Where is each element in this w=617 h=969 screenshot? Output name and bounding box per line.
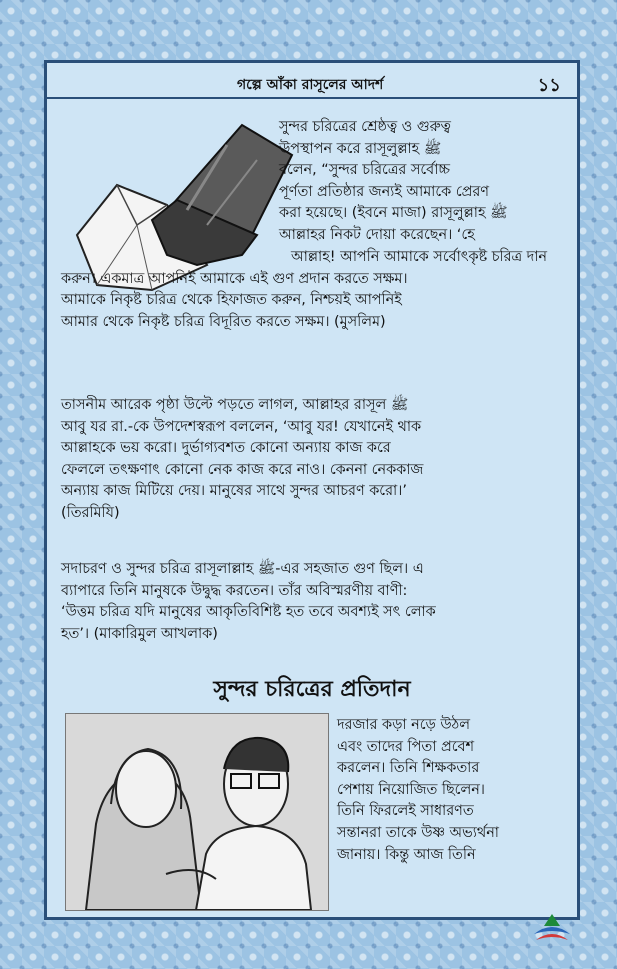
para4-line: এবং তাদের পিতা প্রবেশ [337,738,475,755]
para1-line: আল্লাহর নিকট দোয়া করেছেন। ‘হে [279,226,475,243]
para2-line: (তিরমিযি) [61,504,120,521]
para2-line: অন্যায় কাজ মিটিয়ে দেয়। মানুষের সাথে সুন্দর আচরণ করো।’ [61,483,407,500]
paragraph-3 [61,559,577,645]
para3-line: হত’। (মাকারিমুল আখলাক) [61,625,218,642]
publisher-logo-icon [532,912,572,946]
para1-line: পূর্ণতা প্রতিষ্ঠার জন্যই আমাকে প্রেরণ [279,183,489,200]
para1-line: আমাকে নিকৃষ্ট চরিত্র থেকে হিফাজত করুন, নিশ্চয়ই আপনিই [61,292,402,309]
para1-line: করুন। একমাত্র আপনিই আমাকে এই গুণ প্রদান করতে সক্ষম। [61,270,408,287]
para1-line: বলেন, “সুন্দর চরিত্রের সর্বোচ্চ [279,162,450,179]
para2-line: তাসনীম আরেক পৃষ্ঠা উল্টে পড়তে লাগল, আল্লাহর রাসূল ﷺ [61,397,409,413]
para2-line: ফেললে তৎক্ষণাৎ কোনো নেক কাজ করে নাও। কেননা নেককাজ [61,461,424,478]
para4-line: তিনি ফিরলেই সাধারণত [337,803,474,820]
section-heading: সুন্দর চরিত্রের প্রতিদান [213,677,411,702]
paragraph-1 [279,117,575,247]
para1-line: আল্লাহ! আপনি আমাকে সর্বোৎকৃষ্ট চরিত্র দান [291,249,548,265]
paragraph-2 [61,395,577,525]
para1-line: সুন্দর চরিত্রের শ্রেষ্ঠত্ব ও গুরুত্ব [279,119,451,135]
para1-line: করা হয়েছে। (ইবনে মাজা) রাসূলুল্লাহ ﷺ [279,205,508,222]
page-number: ১১ [537,75,561,96]
book-title: গল্পে আঁকা রাসূলের আদর্শ [237,77,384,93]
illustration-two-people [65,713,329,911]
para4-line: দরজার কড়া নড়ে উঠল [337,717,470,733]
para4-line: সন্তানরা তাকে উষ্ণ অভ্যর্থনা [337,824,499,841]
paragraph-4 [337,715,577,866]
para3-line: ‘উত্তম চরিত্র যদি মানুষের আকৃতিবিশিষ্ট হত তবে অবশ্যই সৎ লোক [61,604,436,621]
page-panel [44,60,580,920]
para1-line: উপস্থাপন করে রাসূলুল্লাহ ﷺ [279,140,442,157]
para2-line: আবু যর রা.-কে উপদেশস্বরূপ বললেন, ‘আবু যর! যেখানেই থাক [61,418,422,435]
para3-line: ব্যাপারে তিনি মানুষকে উদ্বুদ্ধ করতেন। তাঁর অবিস্মরণীয় বাণী: [61,582,408,599]
para3-line: সদাচরণ ও সুন্দর চরিত্র রাসূলাল্লাহ ﷺ-এর সহজাত গুণ ছিল। এ [61,561,424,577]
para2-line: আল্লাহকে ভয় করো। দুর্ভাগ্যবশত কোনো অন্যায় কাজ করে [61,440,391,457]
para4-line: করলেন। তিনি শিক্ষকতার [337,760,480,777]
para4-line: পেশায় নিয়োজিত ছিলেন। [337,781,485,798]
paragraph-1-continued [61,247,577,333]
para4-line: জানায়। কিন্তু আজ তিনি [337,846,476,863]
para1-line: আমার থেকে নিকৃষ্ট চরিত্র বিদূরিত করতে সক্ষম। (মুসলিম) [61,313,386,330]
page-header [47,71,577,99]
